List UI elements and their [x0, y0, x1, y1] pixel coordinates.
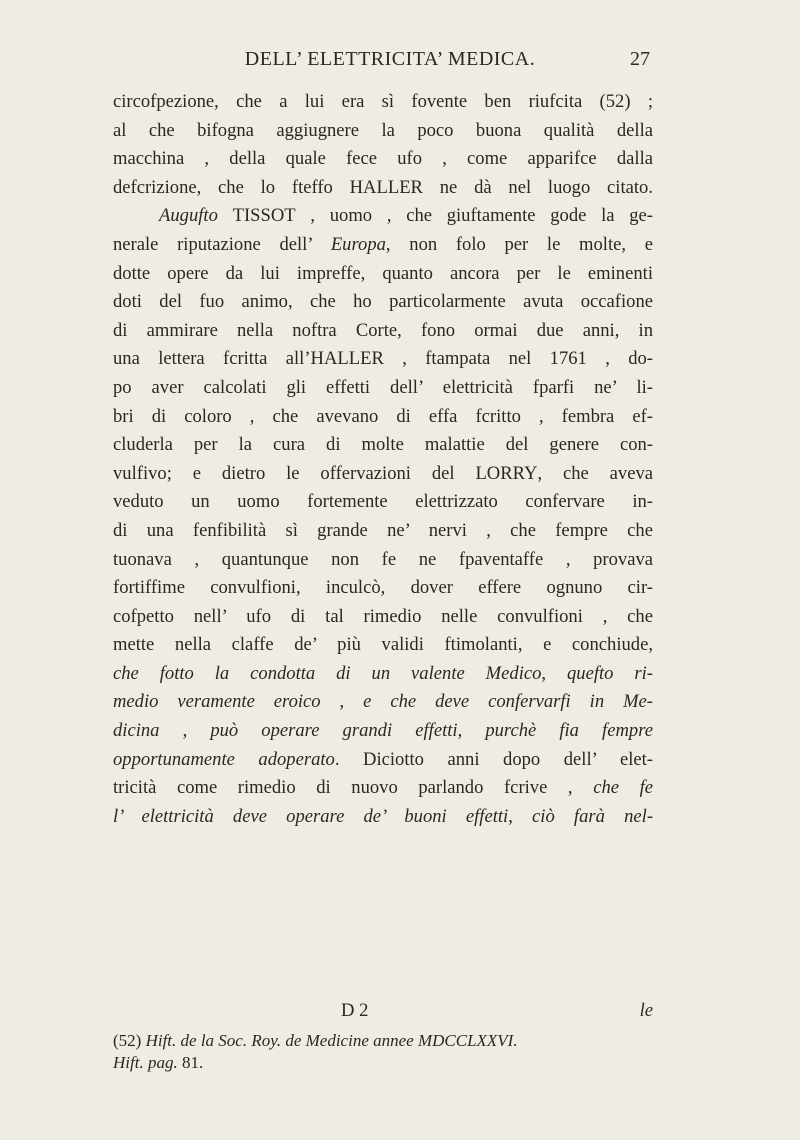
text-line: mette nella claffe de’ più validi ftimolanti, e conchiude, [113, 634, 653, 656]
text-line: una lettera fcritta all’HALLER , ftampata nel 1761 , do- [113, 348, 653, 370]
footnote-page-ref: 81. [181, 1053, 204, 1072]
text-line: cluderla per la cura di molte malattie del genere con- [113, 434, 653, 456]
signature-line [113, 1000, 653, 1030]
text-line: doti del fuo animo, che ho particolarmente avuta occafione [113, 291, 653, 313]
text-line: opportunamente adoperato. Diciotto anni dopo dell’ elet- [113, 748, 653, 770]
text-line: di una fenfibilità sì grande ne’ nervi , che fempre che [113, 519, 653, 541]
text-line: defcrizione, che lo fteffo HALLER ne dà nel luogo citato. [113, 176, 653, 198]
text-line: veduto un uomo fortemente elettrizzato confervare in- [113, 491, 653, 513]
small-caps-name: HALLER [310, 348, 384, 370]
small-caps-name: TISSOT [232, 205, 296, 227]
text-line: dicina , può operare grandi effetti, purchè fia fempre [113, 720, 653, 742]
footnote-marker: (52) [113, 1031, 142, 1050]
main-text-block [113, 88, 653, 831]
signature-mark: D 2 [341, 1000, 369, 1021]
text-line: bri di coloro , che avevano di effa fcritto , fembra ef- [113, 405, 653, 427]
text-line: nerale riputazione dell’ Europa, non folo per le molte, e [113, 233, 653, 255]
running-title: DELL’ ELETTRICITA’ MEDICA. [244, 48, 536, 70]
page-number: 27 [630, 48, 650, 70]
text-line: al che bifogna aggiugnere la poco buona qualità della [113, 119, 653, 141]
text-line: circofpezione, che a lui era sì fovente ben riufcita (52) ; [113, 91, 653, 112]
text-line: dotte opere da lui impreffe, quanto ancora per le eminenti [113, 262, 653, 284]
text-line: macchina , della quale fece ufo , come apparifce dalla [113, 148, 653, 170]
text-line: tricità come rimedio di nuovo parlando fcrive , che fe [113, 777, 653, 799]
footnote-citation: Hift. de la Soc. Roy. de Medicine annee MDCCLXXVI. [145, 1031, 518, 1050]
text-line: fortiffime convulfioni, inculcò, dover effere ognuno cir- [113, 577, 653, 599]
text-line: vulfivo; e dietro le offervazioni del LORRY, che aveva [113, 462, 653, 484]
text-line: che fotto la condotta di un valente Medico, quefto ri- [113, 662, 653, 684]
catchword: le [639, 1000, 653, 1021]
text-line: l’ elettricità deve operare de’ buoni effetti, ciò farà nel- [113, 805, 654, 827]
text-line: cofpetto nell’ ufo di tal rimedio nelle convulfioni , che [113, 605, 653, 627]
text-line: tuonava , quantunque non fe ne fpaventaffe , provava [113, 548, 653, 570]
text-line: medio veramente eroico , e che deve confervarfi in Me- [113, 691, 654, 713]
footnote-citation-cont: Hift. pag. [113, 1053, 178, 1072]
paragraph-first-line: Augufto TISSOT , uomo , che giuftamente gode la ge- [159, 205, 653, 227]
small-caps-name: LORRY [475, 462, 538, 484]
small-caps-name: HALLER [349, 176, 423, 198]
text-line: di ammirare nella noftra Corte, fono ormai due anni, in [113, 319, 653, 341]
text-line: po aver calcolati gli effetti dell’ elettricità fparfi ne’ li- [113, 376, 653, 398]
footnote [113, 1030, 673, 1074]
